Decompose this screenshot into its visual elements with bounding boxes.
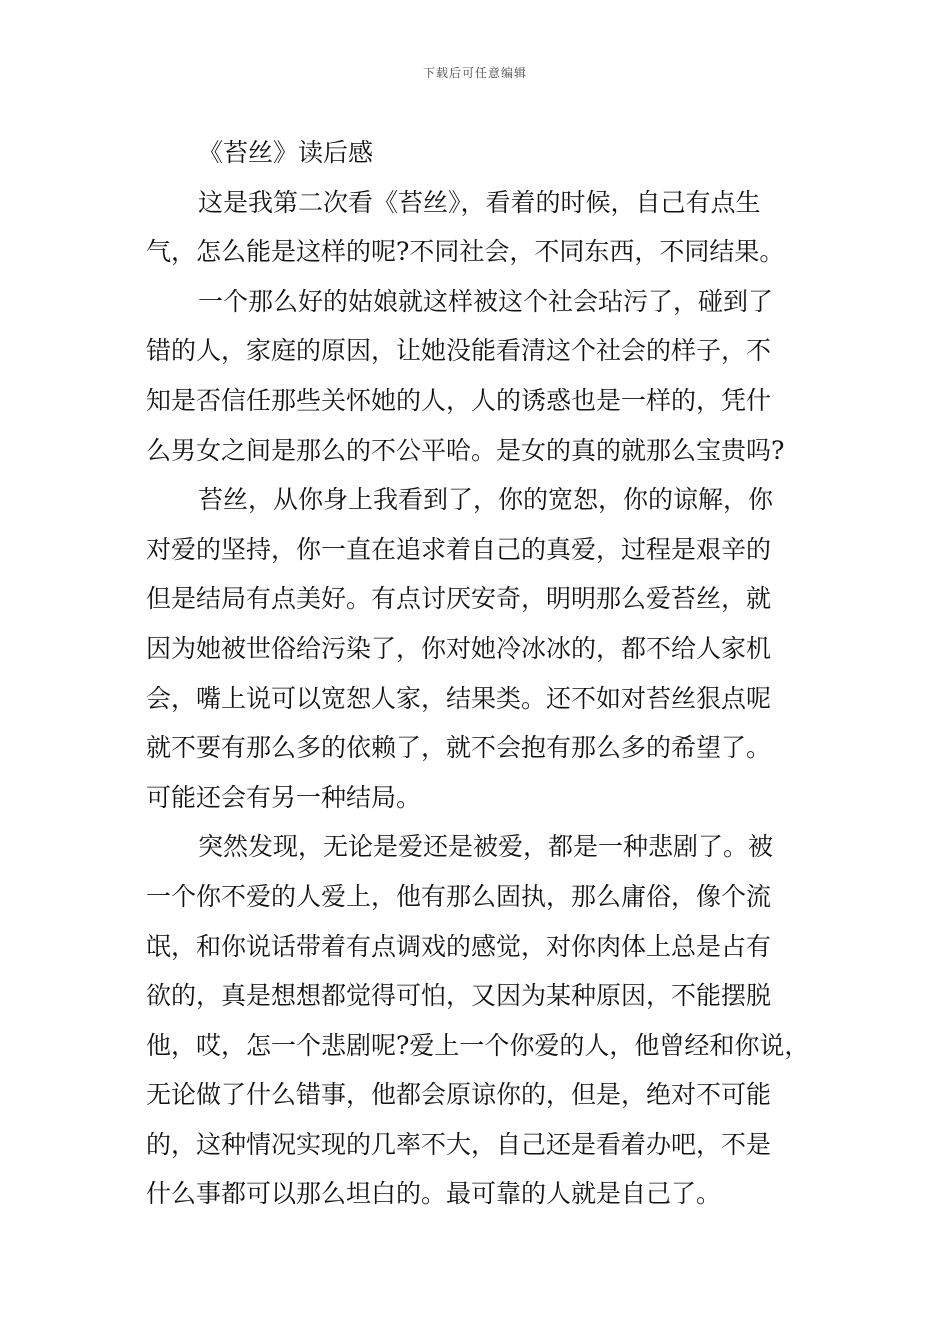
paragraph-line: 苔丝，从你身上我看到了，你的宽恕，你的谅解，你 <box>198 485 774 515</box>
paragraph-line: 突然发现，无论是爱还是被爱，都是一种悲剧了。被 <box>198 832 774 862</box>
paragraph-line: 因为她被世俗给污染了，你对她冷冰冰的，都不给人家机 <box>146 633 772 663</box>
paragraph-line: 可能还会有另一种结局。 <box>146 782 422 812</box>
paragraph-line: 一个你不爱的人爱上，他有那么固执，那么庸俗，像个流 <box>146 881 772 911</box>
paragraph-line: 知是否信任那些关怀她的人，人的诱惑也是一样的，凭什 <box>146 385 772 415</box>
paragraph-line: 就不要有那么多的依赖了，就不会抱有那么多的希望了。 <box>146 733 772 763</box>
paragraph-line: 无论做了什么错事，他都会原谅你的，但是，绝对不可能 <box>146 1080 772 1110</box>
paragraph-line: 氓，和你说话带着有点调戏的感觉，对你肉体上总是占有 <box>146 931 772 961</box>
paragraph-line: 错的人，家庭的原因，让她没能看清这个社会的样子，不 <box>146 336 772 366</box>
paragraph-line: 欲的，真是想想都觉得可怕，又因为某种原因，不能摆脱 <box>146 981 772 1011</box>
paragraph-line: 会，嘴上说可以宽恕人家，结果类。还不如对苔丝狠点呢 <box>146 683 772 713</box>
paragraph-line: 气，怎么能是这样的呢?不同社会，不同东西，不同结果。 <box>146 237 785 267</box>
paragraph-line: 什么事都可以那么坦白的。最可靠的人就是自己了。 <box>146 1179 722 1209</box>
paragraph-line: 一个那么好的姑娘就这样被这个社会玷污了，碰到了 <box>198 286 774 316</box>
document-body <box>146 128 810 1219</box>
document-title: 《苔丝》读后感 <box>198 138 374 167</box>
paragraph-line: 的，这种情况实现的几率不大，自己还是看着办吧，不是 <box>146 1129 772 1159</box>
paragraph-line: 但是结局有点美好。有点讨厌安奇，明明那么爱苔丝，就 <box>146 584 772 614</box>
paragraph-line: 这是我第二次看《苔丝》，看着的时候，自己有点生 <box>198 187 761 217</box>
paragraph-line: 么男女之间是那么的不公平哈。是女的真的就那么宝贵吗? <box>146 435 785 465</box>
paragraph-line: 对爱的坚持，你一直在追求着自己的真爱，过程是艰辛的 <box>146 534 772 564</box>
paragraph-line: 他，哎，怎一个悲剧呢?爱上一个你爱的人，他曾经和你说， <box>146 1030 810 1060</box>
header-note: 下载后可任意编辑 <box>422 66 527 80</box>
